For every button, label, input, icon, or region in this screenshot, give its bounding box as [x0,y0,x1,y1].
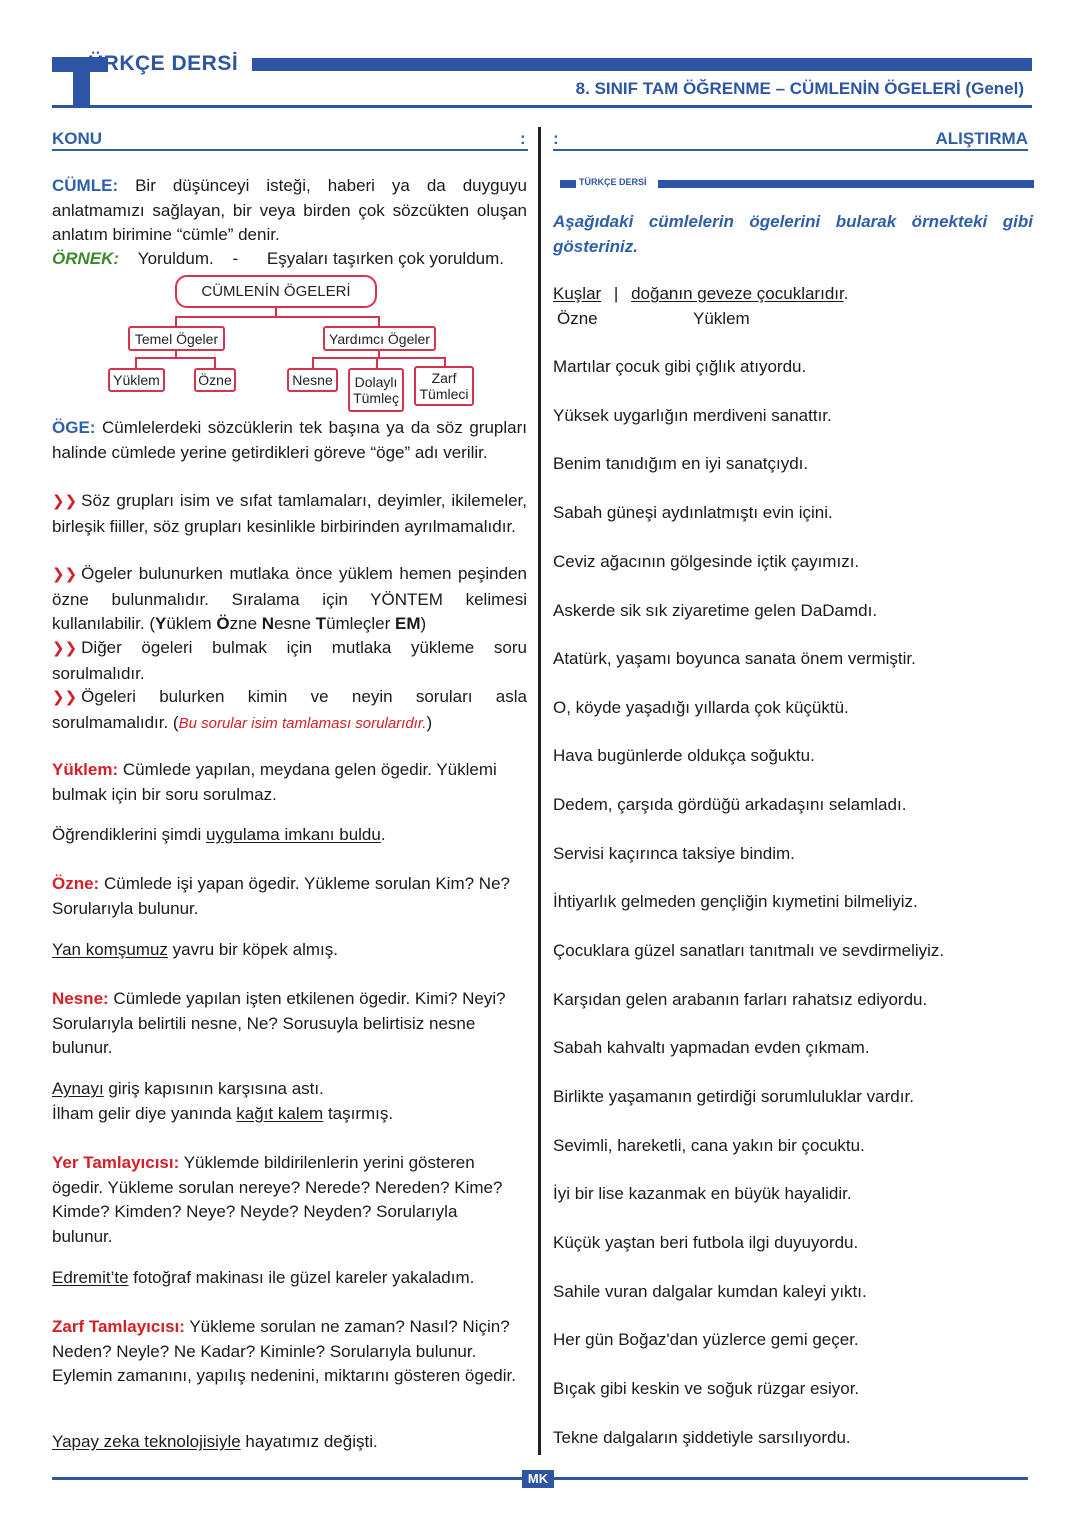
rule-2: ❯❯ Ögeler bulunurken mutlaka önce yüklem hemen peşinden özne bulunmalıdır. Sıralama için YÖNTEM kelimesi kullanılabilir. (Yüklem Özne Nesne Tümleçler EM) [52,564,527,633]
diagram-connector [175,316,177,326]
header-top-bar [252,58,1032,71]
alistirma-heading: ALIŞTIRMA [935,129,1028,148]
exercise-sentence: Sevimli, hareketli, cana yakın bir çocuktu. [553,1136,865,1155]
konu-colon: : [520,129,526,148]
konu-heading: KONU [52,129,103,148]
yer-example-underlined: Edremit’te [52,1268,129,1287]
diagram-connector [312,357,314,368]
rule-2-text: Ögeler bulunurken mutlaka önce yüklem hemen peşinden özne bulunmalıdır. Sıralama için YÖNTEM kelimesi kullanılabilir. [52,564,527,633]
exercise-sentence: Sahile vuran dalgalar kumdan kaleyi yıktı. [553,1282,867,1301]
chevron-right-icon: ❯❯ [52,493,78,510]
exercise-sentence: İyi bir lise kazanmak en büyük hayalidir. [553,1184,852,1203]
zarf-example [52,1430,527,1455]
yontem-t: T [315,614,327,633]
example-part-1: Kuşlar [553,284,602,303]
exercise-sentence: Karşıdan gelen arabanın farları rahatsız ediyordu. [553,990,928,1009]
diagram-nesne: Nesne [287,368,338,392]
nesne-term: Nesne: [52,989,109,1008]
yer-section [52,1151,512,1249]
rule-3 [52,636,527,686]
rule-1-text: Söz grupları isim ve sıfat tamlamaları, deyimler, ikilemeler, birleşik fiiller, söz grupları kesinlikle birbirinden ayrılmamalıdır. [52,491,527,536]
worked-example [553,284,848,304]
ozne-example-post: yavru bir köpek almış. [172,940,338,959]
yuklem-example-post: . [380,825,386,844]
example-2: Eşyaları taşırken çok yoruldum. [266,249,505,268]
yontem-em: EM [395,614,421,633]
yontem-n-rest: esne [274,614,316,633]
cumle-term: CÜMLE: [52,176,119,195]
exercise-sentence: Benim tanıdığım en iyi sanatçıydı. [553,454,809,473]
exercise-sentence: Her gün Boğaz'dan yüzlerce gemi geçer. [553,1330,859,1349]
ozne-section [52,872,527,921]
exercise-sentence: O, köyde yaşadığı yıllarda çok küçüktü. [553,698,849,717]
ozne-example-underlined: Yan komşumuz [52,940,168,959]
yontem-y-rest: üklem [166,614,217,633]
diagram-ozne: Özne [194,368,236,392]
yontem-t-rest: ümleçler [326,614,396,633]
example-label: ÖRNEK: [52,249,120,268]
example-label-ozne: Özne [557,309,598,328]
nesne-example-2 [52,1102,527,1127]
diagram-connector [312,357,446,359]
diagram-connector [175,316,380,318]
exercise-sentence: Birlikte yaşamanın getirdiği sorumluluklar vardır. [553,1087,914,1106]
exercise-sentence: Ceviz ağacının gölgesinde içtik çayımızı. [553,552,860,571]
ozne-term: Özne: [52,874,100,893]
example-sep: - [232,249,239,268]
diagram-temel: Temel Ögeler [128,326,225,351]
nesne-example-1-underlined: Aynayı [52,1079,104,1098]
ozne-example [52,938,527,963]
exercise-instruction: Aşağıdaki cümlelerin ögelerini bularak örnekteki gibi gösteriniz. [553,212,1033,256]
diagram-connector [376,357,378,368]
yuklem-section [52,758,527,807]
yontem-y: Y [155,614,167,633]
rule-1 [52,489,527,539]
konu-underline [52,149,528,151]
exercise-sentence: İhtiyarlık gelmeden gençliğin kıymetini bilmeliyiz. [553,892,918,911]
example-part-2: doğanın geveze çocuklarıdır [631,284,844,303]
nesne-example-2-pre: İlham gelir diye yanında [52,1104,232,1123]
nesne-example-2-underlined: kağıt kalem [236,1104,324,1123]
nesne-example-2-post: taşırmış. [327,1104,394,1123]
yer-term: Yer Tamlayıcısı: [52,1153,180,1172]
exercise-sentence: Küçük yaştan beri futbola ilgi duyuyordu. [553,1233,859,1252]
cumle-definition [52,174,527,248]
oge-text: Cümlelerdeki sözcüklerin tek başına ya da söz grupları halinde cümlede yerine getirdikleri göreve “öge” adı verilir. [52,418,527,462]
alistirma-colon: : [553,129,559,148]
oge-definition [52,416,527,465]
exercise-sentence: Atatürk, yaşamı boyunca sanata önem vermiştir. [553,649,916,668]
example-label-yuklem: Yüklem [693,309,750,328]
rule-4-note: Bu sorular isim tamlaması sorularıdır. [178,714,427,732]
exercise-sentence: Sabah kahvaltı yapmadan evden çıkmam. [553,1038,870,1057]
yontem-o-rest: zne [229,614,262,633]
nesne-section [52,987,527,1061]
yer-example [52,1266,527,1291]
exercise-sentence: Dedem, çarşıda gördüğü arkadaşını selamladı. [553,795,907,814]
rule-3-text: Diğer ögeleri bulmak için mutlaka yükleme soru sorulmalıdır. [52,638,527,683]
mini-brand: TÜRKÇE DERSİ [579,177,647,187]
exercise-sentence: Hava bugünlerde oldukça soğuktu. [553,746,815,765]
zarf-section [52,1315,527,1389]
exercise-sentence: Martılar çocuk gibi çığlık atıyordu. [553,357,807,376]
yuklem-example-underlined: uygulama imkanı buldu [206,825,381,844]
ozne-text: Cümlede işi yapan ögedir. Yükleme sorulan Kim? Ne? Sorularıyla bulunur. [52,874,510,918]
diagram-connector [135,357,215,359]
nesne-text: Cümlede yapılan işten etkilenen ögedir. Kimi? Neyi? Sorularıyla belirtili nesne, Ne? Sorusuyla belirtisiz nesne bulunur. [52,989,506,1057]
yuklem-term: Yüklem: [52,760,119,779]
exercise-sentence: Tekne dalgaların şiddetiyle sarsılıyordu. [553,1428,851,1447]
exercise-sentence: Servisi kaçırınca taksiye bindim. [553,844,795,863]
diagram-root: CÜMLENİN ÖGELERİ [175,275,377,308]
exercise-sentence: Askerde sik sık ziyaretime gelen DaDamdı. [553,601,878,620]
diagram-yuklem: Yüklem [108,368,165,392]
column-divider [538,127,541,1455]
yer-example-post: fotoğraf makinası ile güzel kareler yakaladım. [133,1268,475,1287]
exercise-sentence: Yüksek uygarlığın merdiveni sanattır. [553,406,832,425]
rule-4-text: Ögeleri bulurken kimin ve neyin soruları asla sorulmamalıdır. [52,687,527,732]
cumle-text: Bir düşünceyi isteği, haberi ya da duyguyu anlatmamızı sağlayan, bir veya birden çok sözcükten oluşan anlatım birimine “cümle” denir. [52,176,527,244]
nesne-example-1 [52,1077,527,1102]
diagram-connector [135,357,137,368]
diagram-zarf: Zarf Tümleci [414,366,474,406]
diagram-connector [378,316,380,326]
yuklem-text: Cümlede yapılan, meydana gelen ögedir. Yüklemi bulmak için bir soru sorulmaz. [52,760,497,804]
yuklem-example-pre: Öğrendiklerini şimdi [52,825,202,844]
yuklem-example [52,823,527,848]
example-1: Yoruldum. [137,249,214,268]
yontem-o: Ö [216,614,230,633]
zarf-text: Yükleme sorulan ne zaman? Nasıl? Niçin? Neden? Neyle? Ne Kadar? Kiminle? Sorularıyla bulunur. Eylemin zamanını, yapılış nedenini, miktarını gösteren ögedir. [52,1317,516,1385]
zarf-example-post: hayatımız değişti. [245,1432,378,1451]
nesne-example-1-post: giriş kapısının karşısına astı. [108,1079,324,1098]
chevron-right-icon: ❯❯ [52,640,78,657]
chevron-right-icon: ❯❯ [52,689,78,706]
yer-text: Yüklemde bildirilenlerin yerini gösteren ögedir. Yükleme sorulan nereye? Nerede? Nereden? Kime? Kimde? Kimden? Neye? Neyde? Neyden? Sorularıyla bulunur. [52,1153,503,1246]
cumle-example [52,247,527,272]
header-bottom-rule [52,105,1032,108]
exercise-sentence: Bıçak gibi keskin ve soğuk rüzgar esiyor. [553,1379,860,1398]
diagram-yardimci: Yardımcı Ögeler [323,326,436,351]
chevron-right-icon: ❯❯ [52,566,78,583]
example-end: . [843,284,849,303]
header-brand: ÜRKÇE DERSİ [88,52,239,75]
alistirma-underline [553,149,1028,151]
oge-term: ÖGE: [52,418,96,437]
yontem-n: N [261,614,275,633]
zarf-example-underlined: Yapay zeka teknolojisiyle [52,1432,241,1451]
exercise-sentence: Çocuklara güzel sanatları tanıtmalı ve sevdirmeliyiz. [553,941,945,960]
page-title: 8. SINIF TAM ÖĞRENME – CÜMLENİN ÖGELERİ (Genel) [575,79,1024,98]
rule-4: ❯❯ Ögeleri bulurken kimin ve neyin soruları asla sorulmamalıdır. (Bu sorular isim tamlaması sorularıdır.) [52,687,527,732]
footer-badge: MK [522,1470,554,1488]
exercise-sentence: Sabah güneşi aydınlatmıştı evin içini. [553,503,833,522]
example-separator: | [613,284,619,303]
diagram-dolayli: Dolaylı Tümleç [348,368,404,412]
zarf-term: Zarf Tamlayıcısı: [52,1317,185,1336]
diagram-connector [214,357,216,368]
